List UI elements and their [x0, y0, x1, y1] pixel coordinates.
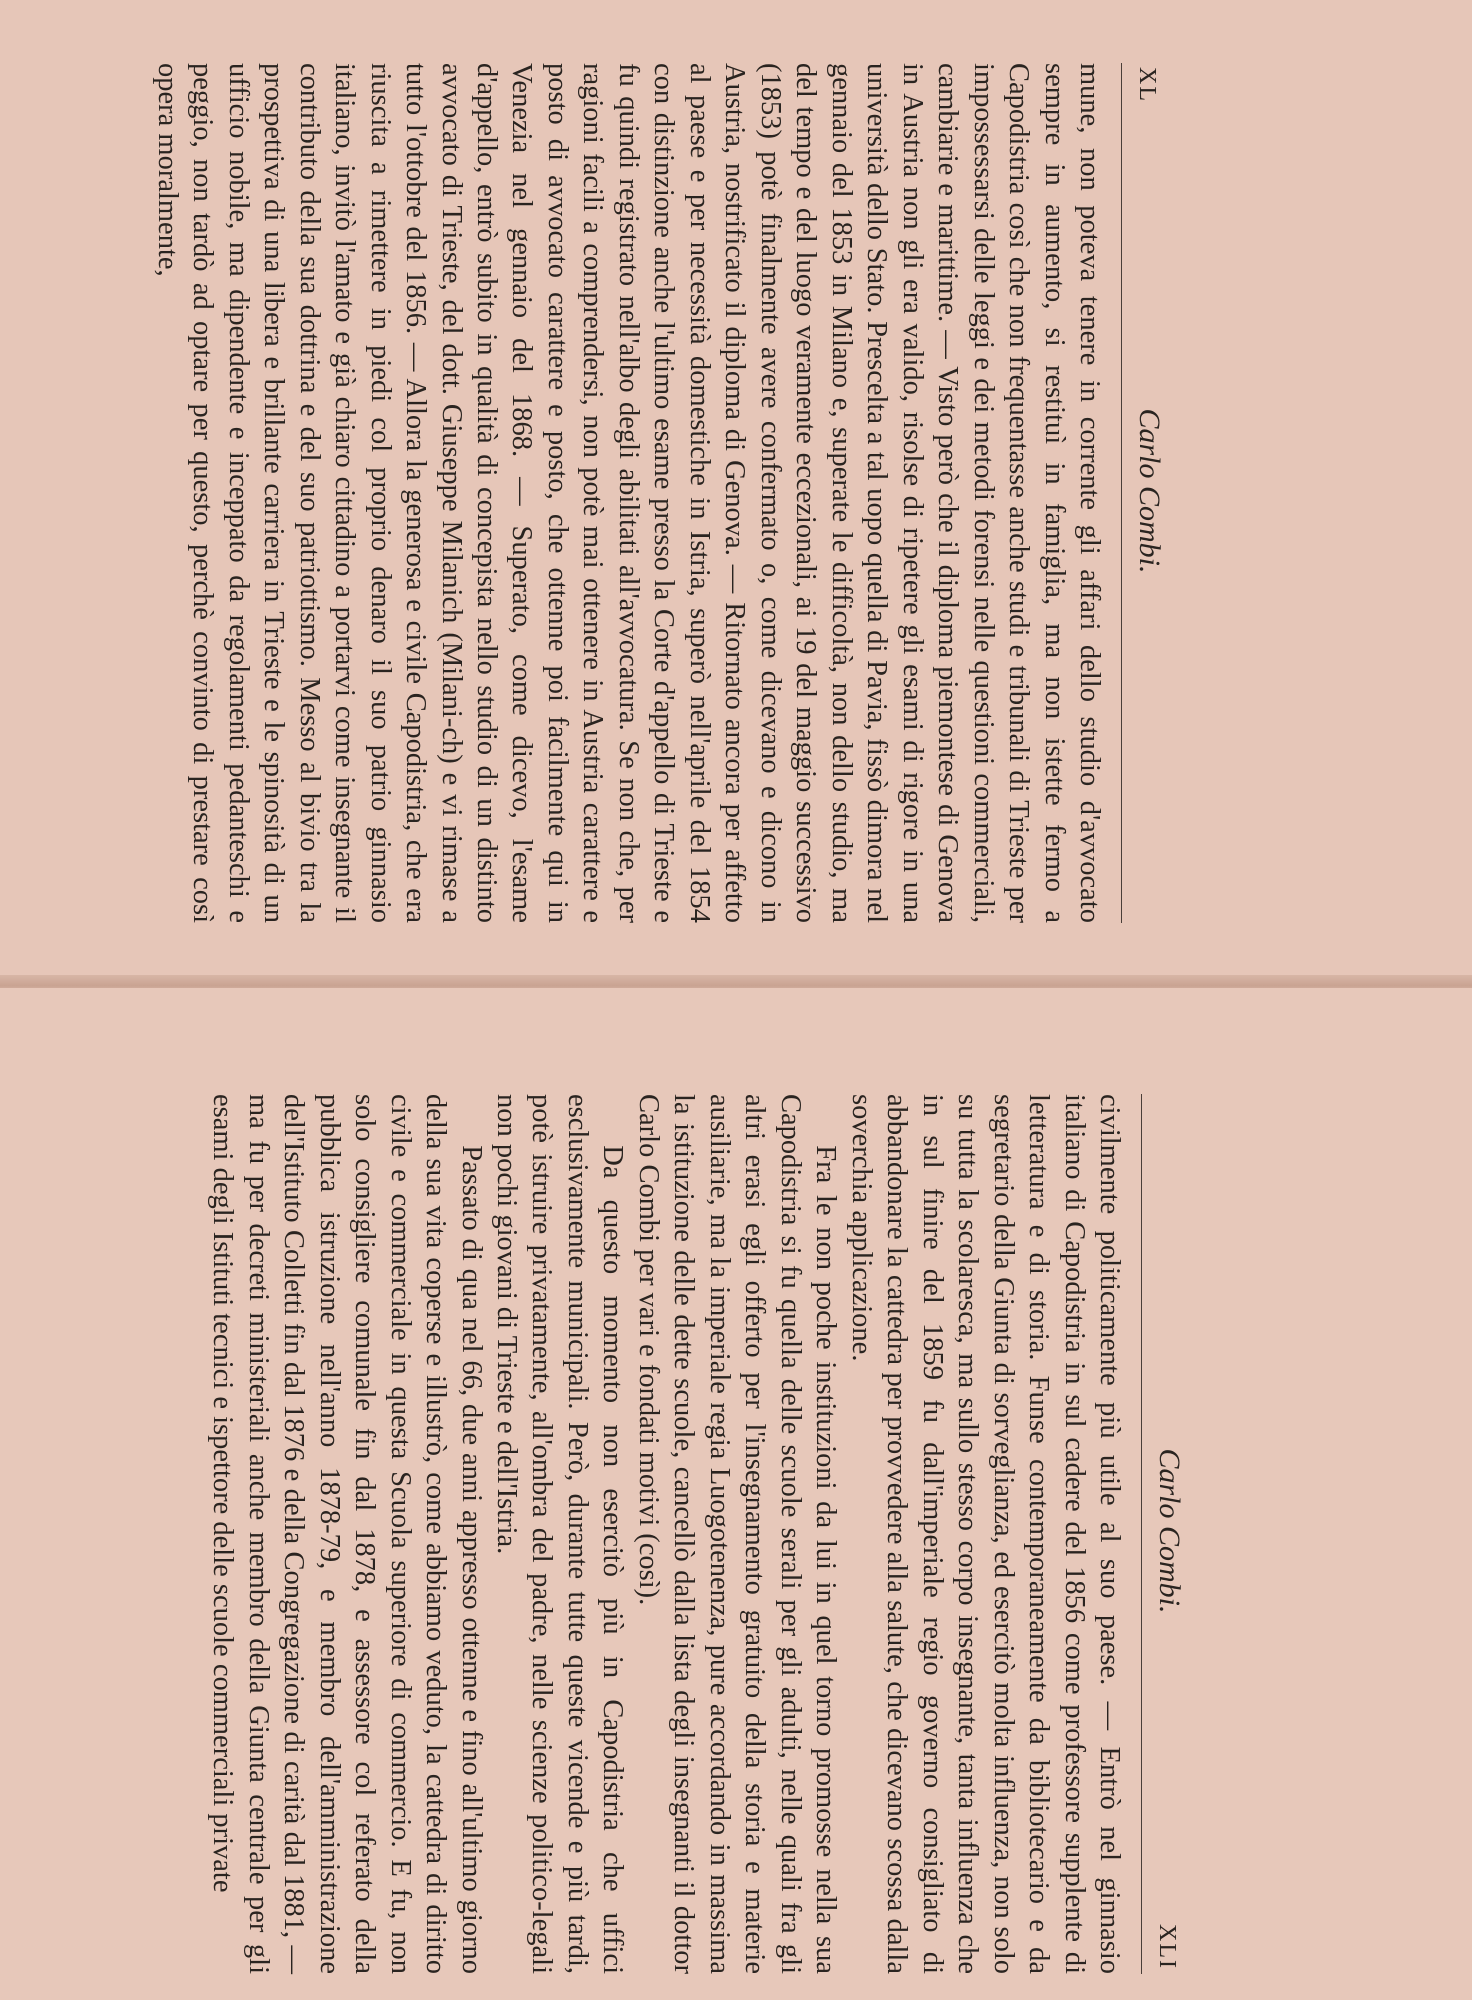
right-paragraph-2: Fra le non poche instituzioni da lui in quel torno promosse nella sua Capodistria si fu quella delle scuole serali per gli adulti, nelle quali fra gli altri erasi egli offerto per l'insegnamento gratuito della storia e materie ausiliarie, ma la imperiale regia Luogotenenza, pure accordando in massima la istituzione delle dette scuole, cancellò dalla lista degli insegnanti il dottor Carlo Combi per vari e fondati motivi (così). — [632, 1094, 842, 1974]
left-paragraph-1: mune, non poteva tenere in corrente gli affari dello studio d'avvocato sempre in aumento, si restituì in famiglia, ma non istette fermo a Capodistria così che non frequentasse anche studi e tribunali di Trieste per impossessarsi delle leggi e dei metodi forensi nelle questioni commerciali, cambiarie e marittime. — Visto però che il diploma piemontese di Genova in Austria non gli era valido, risolse di ripetere gli esami di rigore in una università dello Stato. Prescelta a tal uopo quella di Pavia, fissò dimora nel gennaio del 1853 in Milano e, superate le difficoltà, non dello studio, ma del tempo e del luogo veramente eccezionali, ai 19 del maggio successivo (1853) potè finalmente avere confermato o, come dicevano e dicono in Austria, nostrificato il diploma di Genova. — Ritornato ancora per affetto al paese e per necessità domestiche in Istria, superò nell'aprile del 1854 con distinzione anche l'ultimo esame presso la Corte d'appello di Trieste e fu quindi registrato nell'albo degli abilitati all'avvocatura. Se non che, per ragioni facili a comprendersi, non potè mai ottenere in Austria carattere e posto di avvocato carattere e posto, che ottenne poi facilmente qui in Venezia nel gennaio del 1868. — Superato, come dicevo, l'esame d'appello, entrò subito in qualità di concepista nello studio di un distinto avvocato di Trieste, del dott. Giuseppe Milanich (Milani-ch) e vi rimase a tutto l'ottobre del 1856. — Allora la generosa e civile Capodistria, che era riuscita a rimettere in piedi col proprio denaro il suo patrio ginnasio italiano, invitò l'amato e già chiaro cittadino a portarvi come insegnante il contributo della sua dottrina e del suo patriottismo. Messo al bivio tra la prospettiva di una libera e brillante carriera in Trieste e le spinosità di un ufficio nobile, ma dipendente e inceppato da regolamenti pedanteschi e peggio, non tardò ad optare per questo, perchè convinto di prestare così opera moralmente, — [151, 62, 1105, 923]
right-paragraph-1: civilmente politicamente più utile al suo paese. — Entrò nel ginnasio italiano di Capodistria in sul cadere del 1856 come professore supplente di letteratura e di storia. Funse contemporaneamente da bibliotecario e da segretario della Giunta di sorveglianza, ed esercitò molta influenza, non solo su tutta la scolaresca, ma sullo stesso corpo insegnante, tanta influenza che in sul finire del 1859 fu dall'imperiale regio governo consigliato di abbandonare la cattedra per provvedere alla salute, che dicevano scossa dalla soverchia applicazione. — [845, 1094, 1125, 1974]
left-page-content — [151, 62, 1166, 923]
left-running-head: Carlo Combi. — [1133, 407, 1166, 574]
left-page-body — [149, 63, 1107, 923]
right-page — [0, 988, 1472, 2000]
right-page-number: XLI — [1154, 1924, 1180, 1970]
right-page-content — [207, 1094, 1186, 1974]
right-page-body — [205, 1094, 1127, 1974]
left-page-header — [1121, 63, 1166, 923]
right-paragraph-4: Passato di qua nel 66, due anni appresso ottenne e fino all'ultimo giorno della sua vita coperse e illustrò, come abbiamo veduto, la cattedra di diritto civile e commerciale in questa Scuola superiore di commercio. E fu, non solo consigliere comunale fin dal 1878, e assessore col referato della pubblica istruzione nell'anno 1878-79, e membro dell'amministrazione dell'Istituto Colletti fin dal 1876 e della Congregazione di carità dal 1881, — ma fu per decreti ministeriali anche membro della Giunta centrale per gli esami degli Istituti tecnici e ispettore delle scuole commerciali private — [207, 1094, 487, 1974]
right-running-head: Carlo Combi. — [1153, 1448, 1186, 1614]
right-paragraph-3: Da questo momento non esercitò più in Capodistria che uffici esclusivamente municipali. Però, durante tutte queste vicende e più tardi, potè istruire privatamente, all'ombra del padre, nelle scienze politico-legali non pochi giovani di Trieste e dell'Istria. — [491, 1094, 629, 1974]
left-page-number: XL — [1134, 66, 1160, 103]
right-page-header — [1141, 1094, 1186, 1974]
left-page — [0, 0, 1472, 985]
